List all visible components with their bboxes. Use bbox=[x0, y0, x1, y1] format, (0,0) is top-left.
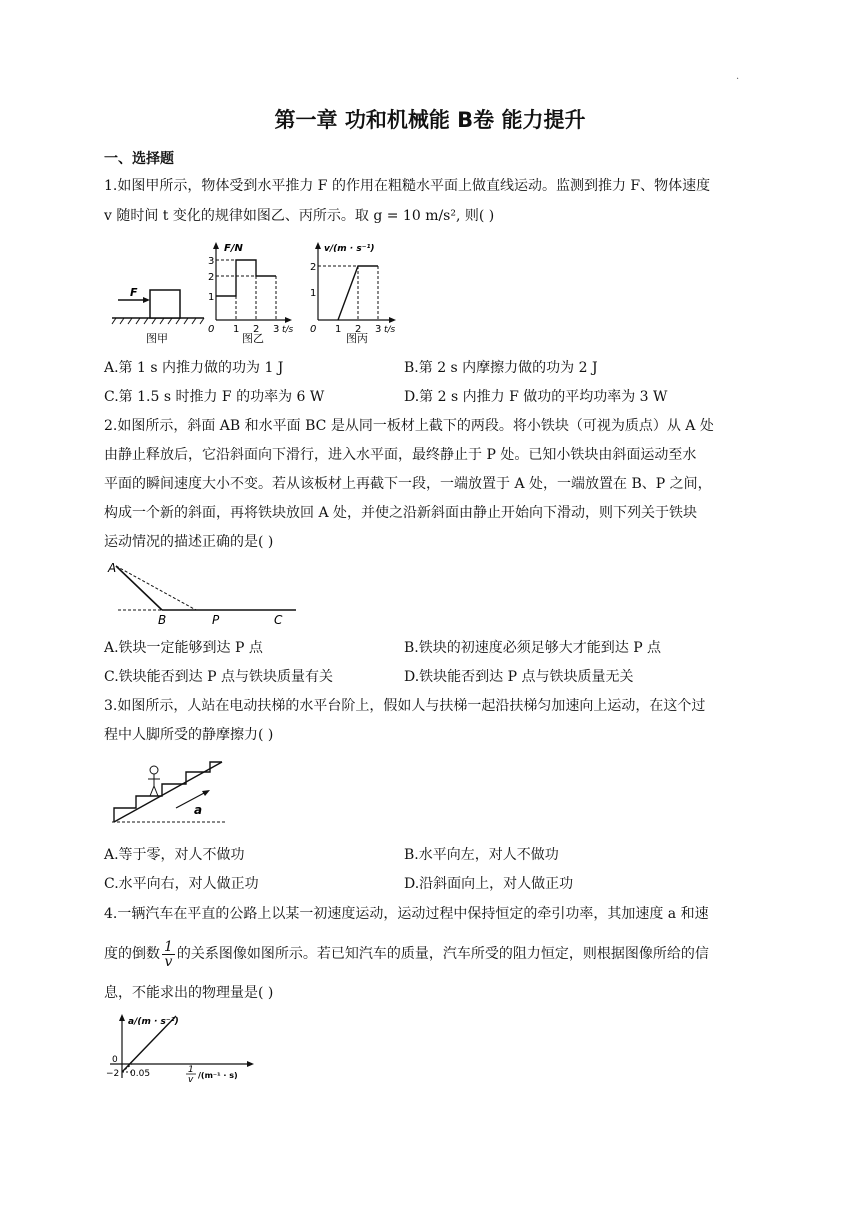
q4-line-1: 4.一辆汽车在平直的公路上以某一初速度运动，运动过程中保持恒定的牵引功率，其加速度 a 和速 bbox=[104, 906, 709, 922]
q1-F-taxis: t/s bbox=[282, 325, 294, 335]
q4-figure bbox=[102, 1012, 282, 1086]
q2-option-d[interactable]: D.铁块能否到达 P 点与铁块质量无关 bbox=[404, 669, 634, 685]
q2-line-1: 2.如图所示，斜面 AB 和水平面 BC 是从同一板材上截下的两段。将小铁块（可视为质点）从 A 处 bbox=[104, 418, 714, 434]
q1-option-a[interactable]: A.第 1 s 内推力做的功为 1 J bbox=[104, 360, 284, 376]
q3-option-c[interactable]: C.水平向右，对人做正功 bbox=[104, 876, 259, 892]
q4-x-frac-den: v bbox=[188, 1075, 194, 1082]
q1-F-tick-2: 2 bbox=[208, 272, 215, 283]
q1-option-d[interactable]: D.第 2 s 内推力 F 做功的平均功率为 3 W bbox=[404, 389, 668, 405]
q4-line-2-start: 度的倒数 bbox=[104, 946, 160, 962]
q2-line-2: 由静止释放后，它沿斜面向下滑行，进入水平面，最终静止于 P 处。已知小铁块由斜面运动至水 bbox=[104, 447, 697, 463]
q1-v-tick-1: 1 bbox=[310, 288, 317, 299]
q1-F-tick-1: 1 bbox=[208, 292, 215, 303]
q1-F-t3: 3 bbox=[273, 324, 280, 335]
q1-F-t2: 2 bbox=[253, 324, 260, 335]
q2-option-b[interactable]: B.铁块的初速度必须足够大才能到达 P 点 bbox=[404, 640, 662, 656]
page-title: 第一章 功和机械能 B卷 能力提升 bbox=[274, 108, 586, 132]
q3-acceleration-label: a bbox=[194, 803, 203, 817]
q1-line-2: v 随时间 t 变化的规律如图乙、丙所示。取 g = 10 m/s², 则( ) bbox=[104, 208, 495, 224]
q1-F-t1: 1 bbox=[233, 324, 240, 335]
q2-point-a: A bbox=[108, 561, 117, 575]
q1-v-tick-2: 2 bbox=[310, 262, 317, 273]
q4-fraction-num: 1 bbox=[164, 938, 173, 955]
q1-chart-v bbox=[310, 242, 396, 345]
q2-line-4: 构成一个新的斜面，再将铁块放回 A 处，并使之沿新斜面由静止开始向下滑动，则下列关于铁块 bbox=[104, 505, 698, 521]
q3-line-2: 程中人脚所受的静摩擦力( ) bbox=[104, 727, 274, 743]
corner-dot: · bbox=[736, 74, 740, 85]
q3-option-b[interactable]: B.水平向左，对人不做功 bbox=[404, 847, 559, 863]
q3-option-a[interactable]: A.等于零，对人不做功 bbox=[104, 847, 245, 863]
q4-line-2 bbox=[104, 938, 764, 970]
q1-F-label: F bbox=[130, 286, 138, 299]
q2-point-c: C bbox=[274, 613, 283, 627]
q4-fraction bbox=[162, 940, 175, 969]
q4-fraction-den: v bbox=[164, 953, 173, 970]
q1-F-axis-label: F/N bbox=[224, 243, 243, 254]
q1-v-t2: 2 bbox=[355, 324, 362, 335]
q1-v-taxis: t/s bbox=[384, 325, 396, 335]
q2-option-c[interactable]: C.铁块能否到达 P 点与铁块质量有关 bbox=[104, 669, 333, 685]
q1-caption-jia: 图甲 bbox=[146, 332, 168, 345]
q4-x-unit: /(m⁻¹ · s) bbox=[198, 1071, 238, 1080]
q4-x-tick: 0.05 bbox=[130, 1069, 151, 1079]
q4-x-frac-num: 1 bbox=[188, 1065, 194, 1075]
q1-caption-yi: 图乙 bbox=[242, 332, 264, 345]
q4-y-tick: −2 bbox=[106, 1069, 120, 1079]
q3-figure bbox=[110, 758, 230, 834]
q1-F-origin: 0 bbox=[208, 324, 215, 335]
q4-line-2-end: 的关系图像如图所示。若已知汽车的质量，汽车所受的阻力恒定，则根据图像所给的信 bbox=[176, 946, 709, 962]
q2-option-a[interactable]: A.铁块一定能够到达 P 点 bbox=[104, 640, 263, 656]
q4-origin: 0 bbox=[112, 1055, 118, 1065]
q3-option-d[interactable]: D.沿斜面向上，对人做正功 bbox=[404, 876, 574, 892]
q1-v-t3: 3 bbox=[375, 324, 382, 335]
q2-line-3: 平面的瞬间速度大小不变。若从该板材上再截下一段，一端放置于 A 处，一端放置在 B、P 之间， bbox=[104, 476, 712, 492]
q1-v-t1: 1 bbox=[335, 324, 342, 335]
q1-option-b[interactable]: B.第 2 s 内摩擦力做的功为 2 J bbox=[404, 360, 598, 376]
q4-y-axis-label: a/(m · s⁻²) bbox=[128, 1017, 179, 1027]
q4-line-3: 息，不能求出的物理量是( ) bbox=[104, 985, 274, 1001]
q1-v-origin: 0 bbox=[310, 324, 317, 335]
q1-chart-F bbox=[208, 242, 294, 345]
q2-point-p: P bbox=[212, 613, 220, 627]
q1-F-tick-3: 3 bbox=[208, 256, 215, 267]
q2-point-b: B bbox=[158, 613, 167, 627]
q1-F-series bbox=[216, 260, 276, 296]
q1-caption-bing: 图丙 bbox=[346, 332, 368, 345]
q1-fig-jia bbox=[112, 286, 204, 345]
q3-line-1: 3.如图所示，人站在电动扶梯的水平台阶上，假如人与扶梯一起沿扶梯匀加速向上运动，在这个过 bbox=[104, 698, 706, 714]
q1-v-axis-label: v/(m · s⁻¹) bbox=[324, 244, 375, 254]
q1-figure bbox=[110, 240, 410, 354]
q1-line-1: 1.如图甲所示，物体受到水平推力 F 的作用在粗糙水平面上做直线运动。监测到推力 F、物体速度 bbox=[104, 178, 711, 194]
q1-option-c[interactable]: C.第 1.5 s 时推力 F 的功率为 6 W bbox=[104, 389, 325, 405]
q2-line-5: 运动情况的描述正确的是( ) bbox=[104, 534, 274, 550]
section-heading: 一、选择题 bbox=[104, 151, 174, 167]
q2-figure bbox=[104, 558, 304, 632]
